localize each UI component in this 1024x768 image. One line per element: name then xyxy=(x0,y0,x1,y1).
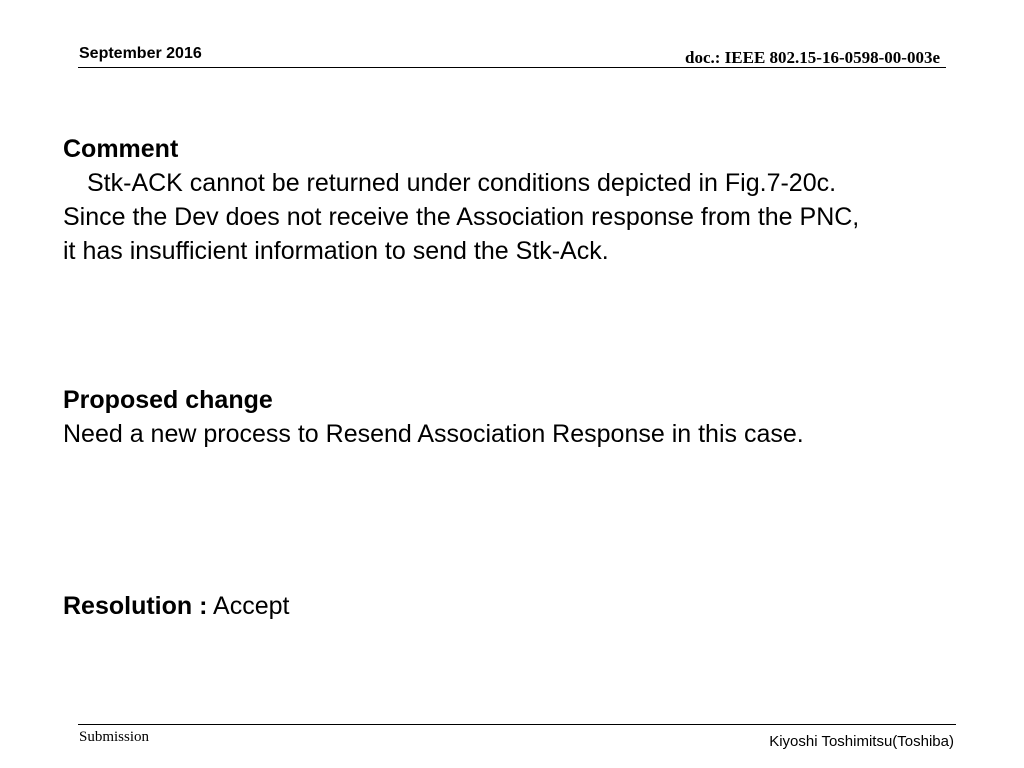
resolution-label: Resolution : xyxy=(63,592,208,620)
comment-section xyxy=(63,132,993,268)
footer-divider xyxy=(78,724,956,725)
header-divider xyxy=(78,67,946,68)
comment-line: Stk-ACK cannot be returned under conditions depicted in Fig.7-20c. xyxy=(87,169,837,197)
proposed-change-heading: Proposed change xyxy=(63,386,273,414)
proposed-change-section xyxy=(63,383,993,451)
comment-heading: Comment xyxy=(63,135,179,163)
resolution-section xyxy=(63,589,993,623)
resolution-value: Accept xyxy=(213,592,290,620)
proposed-change-text: Need a new process to Resend Association Response in this case. xyxy=(63,420,804,448)
header-date: September 2016 xyxy=(79,45,202,62)
footer-author: Kiyoshi Toshimitsu(Toshiba) xyxy=(769,733,954,750)
header-doc-id: doc.: IEEE 802.15-16-0598-00-003e xyxy=(685,48,940,67)
comment-line: it has insufficient information to send the Stk-Ack. xyxy=(63,237,609,265)
footer-submission: Submission xyxy=(79,729,150,745)
comment-line: Since the Dev does not receive the Association response from the PNC, xyxy=(63,203,860,231)
